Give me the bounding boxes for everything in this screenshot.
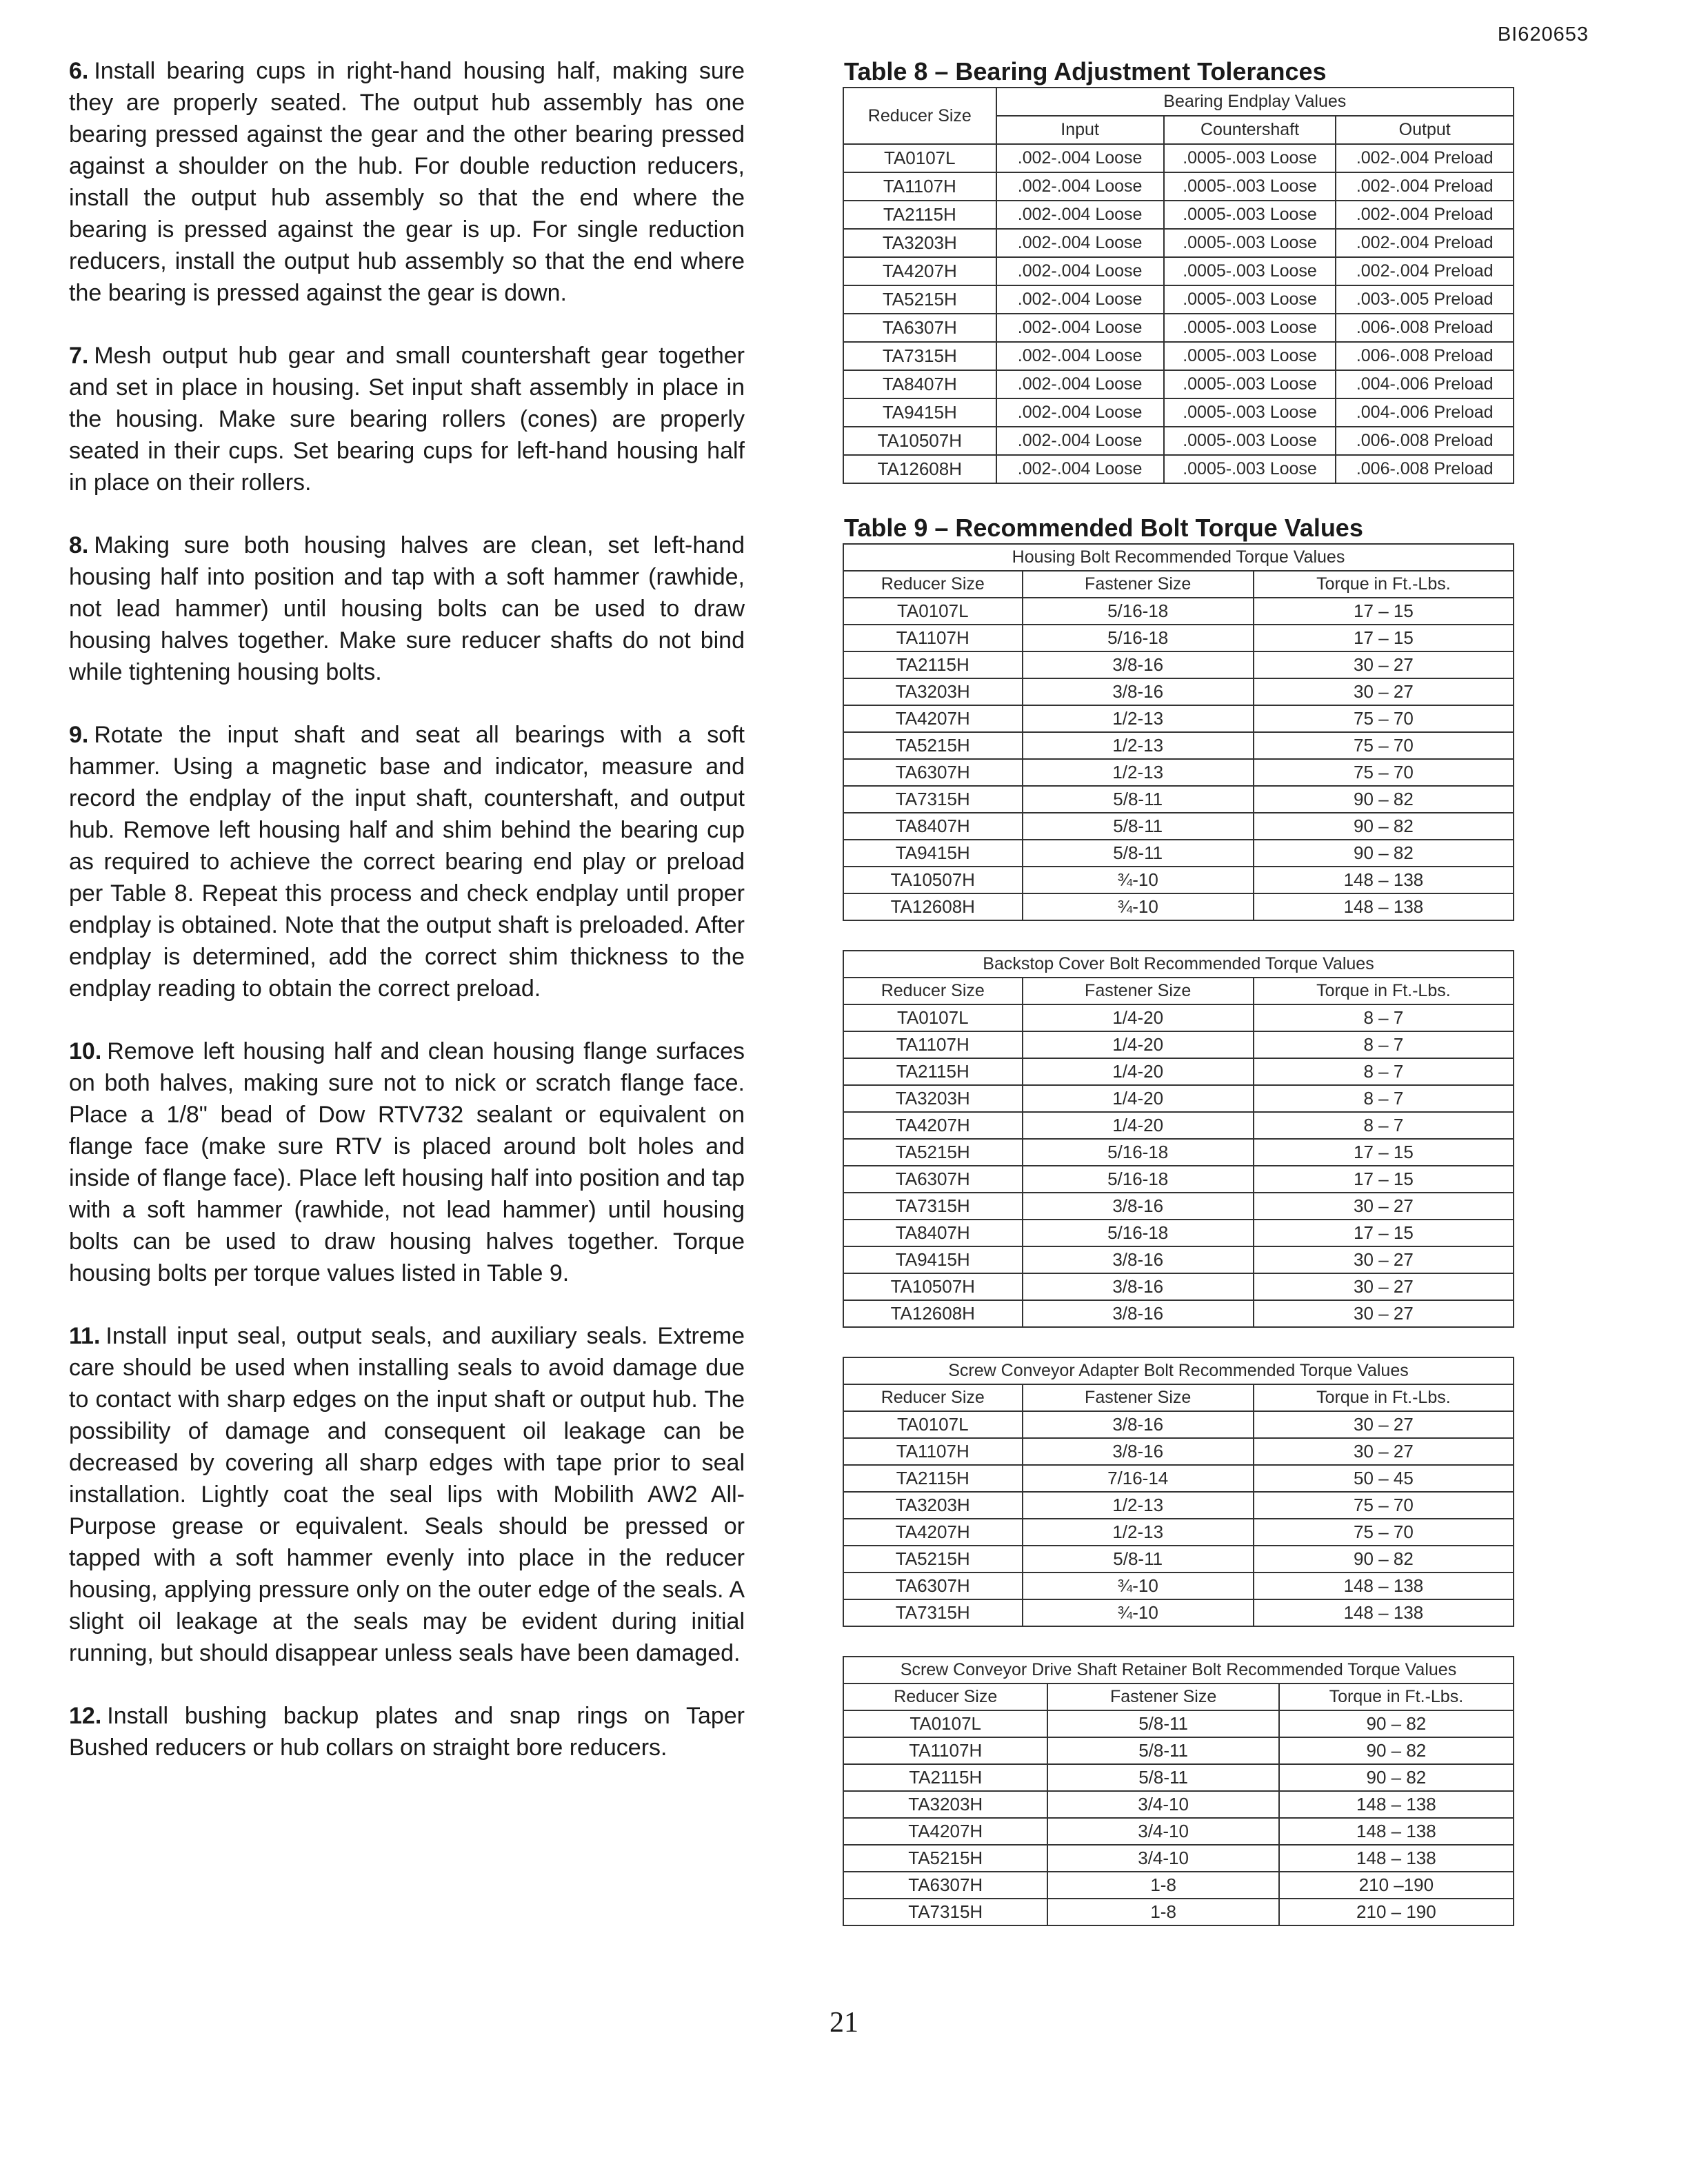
instruction-step [69,340,745,498]
cell-size: TA2115H [843,1465,1023,1492]
cell-size: TA8407H [843,370,996,398]
table-row [843,1193,1514,1220]
step-number: 11. [69,1323,101,1349]
cell-size: TA3203H [843,678,1023,705]
cell-fastener: 5/8-11 [1023,813,1254,840]
adapter-bolt-torque-table [843,1357,1514,1627]
cell-size: TA0107L [843,598,1023,625]
cell-size: TA2115H [843,1058,1023,1085]
page-number: 21 [830,2007,858,2039]
cell-fastener: 1/4-20 [1023,1085,1254,1112]
table-row [843,314,1514,342]
cell-input: .002-.004 Loose [996,427,1164,455]
col-reducer-size: Reducer Size [843,978,1023,1004]
cell-input: .002-.004 Loose [996,201,1164,229]
table-row [843,427,1514,455]
step-number: 9. [69,722,89,748]
cell-fastener: 7/16-14 [1023,1465,1254,1492]
col-fastener-size: Fastener Size [1023,571,1254,598]
cell-output: .004-.006 Preload [1336,398,1514,427]
table-row [843,1004,1514,1031]
cell-torque: 75 – 70 [1254,1492,1514,1519]
cell-output: .002-.004 Preload [1336,201,1514,229]
cell-output: .003-.005 Preload [1336,285,1514,314]
cell-size: TA3203H [843,1085,1023,1112]
cell-size: TA12608H [843,893,1023,920]
table-row [843,1220,1514,1246]
cell-input: .002-.004 Loose [996,455,1164,483]
cell-torque: 8 – 7 [1254,1058,1514,1085]
cell-size: TA0107L [843,1710,1047,1737]
cell-torque: 148 – 138 [1254,893,1514,920]
cell-fastener: 5/8-11 [1047,1710,1278,1737]
instruction-step [69,1700,745,1763]
cell-fastener: 5/8-11 [1047,1737,1278,1764]
cell-size: TA3203H [843,1492,1023,1519]
cell-fastener: 5/8-11 [1023,1546,1254,1573]
cell-size: TA9415H [843,840,1023,867]
col-fastener-size: Fastener Size [1023,978,1254,1004]
cell-torque: 30 – 27 [1254,1246,1514,1273]
cell-size: TA0107L [843,1411,1023,1438]
table-row [843,1710,1514,1737]
cell-torque: 90 – 82 [1279,1710,1514,1737]
cell-torque: 30 – 27 [1254,1193,1514,1220]
table-row [843,1031,1514,1058]
table-row [843,1492,1514,1519]
table-row [843,1438,1514,1465]
cell-countershaft: .0005-.003 Loose [1164,144,1336,172]
table-row [843,1519,1514,1546]
cell-torque: 30 – 27 [1254,1438,1514,1465]
instruction-step [69,55,745,309]
col-countershaft: Countershaft [1164,116,1336,144]
cell-size: TA1107H [843,1438,1023,1465]
cell-size: TA5215H [843,732,1023,759]
cell-torque: 30 – 27 [1254,1411,1514,1438]
cell-fastener: 3/4-10 [1047,1791,1278,1818]
instruction-step [69,719,745,1004]
cell-torque: 50 – 45 [1254,1465,1514,1492]
cell-input: .002-.004 Loose [996,370,1164,398]
table-row [843,867,1514,893]
table-row [843,257,1514,285]
cell-countershaft: .0005-.003 Loose [1164,314,1336,342]
cell-size: TA4207H [843,1519,1023,1546]
cell-size: TA8407H [843,1220,1023,1246]
cell-torque: 30 – 27 [1254,678,1514,705]
instruction-steps [69,55,745,1794]
cell-torque: 8 – 7 [1254,1031,1514,1058]
table-row [843,732,1514,759]
cell-fastener: ¾-10 [1023,1573,1254,1599]
document-id: BI620653 [1497,23,1589,46]
table-row [843,398,1514,427]
step-number: 7. [69,343,89,369]
table-row [843,201,1514,229]
cell-size: TA7315H [843,1899,1047,1925]
cell-torque: 210 – 190 [1279,1899,1514,1925]
cell-output: .006-.008 Preload [1336,427,1514,455]
cell-fastener: 1/2-13 [1023,1519,1254,1546]
cell-size: TA1107H [843,172,996,201]
table-caption: Housing Bolt Recommended Torque Values [843,544,1514,571]
table-row [843,1899,1514,1925]
instruction-step [69,1320,745,1669]
cell-fastener: 1/2-13 [1023,759,1254,786]
cell-torque: 90 – 82 [1254,1546,1514,1573]
step-text: Making sure both housing halves are clean, set left-hand housing half into position and tap with a soft hammer (rawhide, not lead hammer) until housing bolts can be used to draw housing halves together. Make sure reducer shafts do not bind while tightening housing bolts. [69,532,745,685]
table-row [843,786,1514,813]
table-row [843,1818,1514,1845]
cell-fastener: 5/16-18 [1023,1220,1254,1246]
table-row [843,840,1514,867]
cell-torque: 8 – 7 [1254,1085,1514,1112]
cell-fastener: 5/8-11 [1023,786,1254,813]
cell-fastener: 3/8-16 [1023,1246,1254,1273]
cell-torque: 8 – 7 [1254,1004,1514,1031]
table-row [843,229,1514,257]
table-row [843,144,1514,172]
cell-size: TA6307H [843,1166,1023,1193]
table-9-title: Table 9 – Recommended Bolt Torque Values [844,514,1363,542]
cell-fastener: 5/16-18 [1023,598,1254,625]
cell-torque: 30 – 27 [1254,1300,1514,1327]
cell-torque: 148 – 138 [1254,1599,1514,1626]
step-number: 8. [69,532,89,558]
table-row [843,1845,1514,1872]
cell-countershaft: .0005-.003 Loose [1164,257,1336,285]
cell-size: TA1107H [843,625,1023,651]
cell-fastener: 3/8-16 [1023,1273,1254,1300]
table-row [843,759,1514,786]
cell-torque: 75 – 70 [1254,759,1514,786]
cell-size: TA9415H [843,398,996,427]
cell-input: .002-.004 Loose [996,257,1164,285]
table-row [843,1300,1514,1327]
cell-size: TA9415H [843,1246,1023,1273]
cell-size: TA5215H [843,1139,1023,1166]
col-reducer-size: Reducer Size [843,571,1023,598]
cell-fastener: 1/2-13 [1023,1492,1254,1519]
cell-torque: 148 – 138 [1279,1845,1514,1872]
cell-countershaft: .0005-.003 Loose [1164,398,1336,427]
cell-size: TA4207H [843,705,1023,732]
cell-fastener: 3/8-16 [1023,1411,1254,1438]
table-row [843,1737,1514,1764]
cell-output: .004-.006 Preload [1336,370,1514,398]
cell-input: .002-.004 Loose [996,172,1164,201]
cell-torque: 30 – 27 [1254,1273,1514,1300]
housing-bolt-torque-table [843,543,1514,921]
cell-torque: 75 – 70 [1254,1519,1514,1546]
cell-fastener: 3/4-10 [1047,1845,1278,1872]
cell-torque: 148 – 138 [1279,1791,1514,1818]
table-row [843,1139,1514,1166]
table-row [843,1058,1514,1085]
col-reducer-size: Reducer Size [843,1384,1023,1411]
cell-size: TA4207H [843,1112,1023,1139]
cell-torque: 17 – 15 [1254,1166,1514,1193]
cell-fastener: 5/16-18 [1023,1139,1254,1166]
instruction-step [69,529,745,688]
cell-countershaft: .0005-.003 Loose [1164,172,1336,201]
table-row [843,1764,1514,1791]
table-row [843,651,1514,678]
cell-torque: 75 – 70 [1254,732,1514,759]
table-row [843,1465,1514,1492]
cell-fastener: 1/4-20 [1023,1004,1254,1031]
cell-size: TA0107L [843,1004,1023,1031]
cell-input: .002-.004 Loose [996,285,1164,314]
cell-torque: 90 – 82 [1279,1764,1514,1791]
step-number: 12. [69,1703,102,1729]
cell-fastener: 1/4-20 [1023,1112,1254,1139]
cell-size: TA6307H [843,314,996,342]
cell-fastener: 5/8-11 [1023,840,1254,867]
cell-size: TA7315H [843,786,1023,813]
cell-size: TA3203H [843,229,996,257]
table-row [843,1246,1514,1273]
cell-countershaft: .0005-.003 Loose [1164,342,1336,370]
cell-size: TA7315H [843,1599,1023,1626]
cell-countershaft: .0005-.003 Loose [1164,285,1336,314]
step-text: Rotate the input shaft and seat all bearings with a soft hammer. Using a magnetic base and indicator, measure and record the endplay of the input shaft, countershaft, and output hub. Remove left housing half and shim behind the bearing cup as required to achieve the correct bearing end play or preload per Table 8. Repeat this process and check endplay until proper endplay is obtained. Note that the output shaft is preloaded. After endplay is determined, add the correct shim thickness to the endplay reading to obtain the correct preload. [69,722,745,1002]
cell-size: TA10507H [843,427,996,455]
cell-size: TA1107H [843,1737,1047,1764]
cell-input: .002-.004 Loose [996,144,1164,172]
cell-torque: 148 – 138 [1254,1573,1514,1599]
cell-size: TA0107L [843,144,996,172]
table-row [843,1166,1514,1193]
cell-size: TA7315H [843,1193,1023,1220]
table-row [843,285,1514,314]
cell-fastener: 1/2-13 [1023,732,1254,759]
cell-countershaft: .0005-.003 Loose [1164,455,1336,483]
cell-size: TA5215H [843,1845,1047,1872]
cell-size: TA2115H [843,201,996,229]
cell-fastener: 1/4-20 [1023,1031,1254,1058]
table-caption: Screw Conveyor Drive Shaft Retainer Bolt Recommended Torque Values [843,1657,1514,1684]
step-text: Install bearing cups in right-hand housing half, making sure they are properly seated. The output hub assembly has one bearing pressed against the gear and the other bearing pressed against a shoulder on the hub. For double reduction reducers, install the output hub assembly so that the end where the bearing is pressed against the gear is up. For single reduction reducers, install the output hub assembly so that the end where the bearing is pressed against the gear is down. [69,58,745,306]
cell-output: .006-.008 Preload [1336,342,1514,370]
instruction-step [69,1035,745,1289]
table-row [843,1546,1514,1573]
step-number: 10. [69,1038,102,1064]
group-bearing-endplay: Bearing Endplay Values [996,88,1514,116]
cell-torque: 90 – 82 [1254,786,1514,813]
cell-countershaft: .0005-.003 Loose [1164,229,1336,257]
cell-size: TA5215H [843,1546,1023,1573]
step-text: Install bushing backup plates and snap rings on Taper Bushed reducers or hub collars on straight bore reducers. [69,1703,745,1761]
col-fastener-size: Fastener Size [1023,1384,1254,1411]
table-row [843,172,1514,201]
table-row [843,678,1514,705]
cell-size: TA1107H [843,1031,1023,1058]
cell-fastener: 1-8 [1047,1899,1278,1925]
table-row [843,455,1514,483]
table-8-title: Table 8 – Bearing Adjustment Tolerances [844,57,1327,85]
cell-input: .002-.004 Loose [996,314,1164,342]
cell-countershaft: .0005-.003 Loose [1164,201,1336,229]
table-row [843,1599,1514,1626]
table-caption: Backstop Cover Bolt Recommended Torque Values [843,951,1514,978]
cell-output: .002-.004 Preload [1336,144,1514,172]
cell-fastener: 5/16-18 [1023,1166,1254,1193]
cell-size: TA10507H [843,867,1023,893]
table-row [843,1872,1514,1899]
col-torque: Torque in Ft.-Lbs. [1279,1684,1514,1710]
cell-size: TA10507H [843,1273,1023,1300]
cell-size: TA4207H [843,257,996,285]
cell-output: .006-.008 Preload [1336,455,1514,483]
bearing-adjustment-table [843,87,1514,484]
cell-torque: 90 – 82 [1279,1737,1514,1764]
cell-size: TA2115H [843,651,1023,678]
cell-input: .002-.004 Loose [996,229,1164,257]
cell-torque: 17 – 15 [1254,625,1514,651]
table-row [843,1573,1514,1599]
cell-fastener: 3/8-16 [1023,1438,1254,1465]
cell-fastener: 3/8-16 [1023,651,1254,678]
cell-size: TA6307H [843,1872,1047,1899]
table-row [843,1411,1514,1438]
cell-fastener: 5/16-18 [1023,625,1254,651]
cell-fastener: 3/8-16 [1023,678,1254,705]
col-reducer-size: Reducer Size [843,88,996,144]
cell-fastener: 1/4-20 [1023,1058,1254,1085]
cell-torque: 30 – 27 [1254,651,1514,678]
cell-torque: 148 – 138 [1279,1818,1514,1845]
cell-size: TA12608H [843,1300,1023,1327]
cell-fastener: 1/2-13 [1023,705,1254,732]
cell-torque: 210 –190 [1279,1872,1514,1899]
step-text: Mesh output hub gear and small countershaft gear together and set in place in housing. Set input shaft assembly in place in the housing. Make sure bearing rollers (cones) are properly seated in their cups. Set bearing cups for left-hand housing half in place on their rollers. [69,343,745,496]
cell-size: TA4207H [843,1818,1047,1845]
col-torque: Torque in Ft.-Lbs. [1254,571,1514,598]
cell-size: TA5215H [843,285,996,314]
cell-torque: 8 – 7 [1254,1112,1514,1139]
table-row [843,625,1514,651]
step-number: 6. [69,58,89,84]
cell-input: .002-.004 Loose [996,342,1164,370]
table-row [843,813,1514,840]
cell-torque: 90 – 82 [1254,840,1514,867]
cell-size: TA3203H [843,1791,1047,1818]
cell-torque: 17 – 15 [1254,1220,1514,1246]
cell-input: .002-.004 Loose [996,398,1164,427]
backstop-bolt-torque-table [843,950,1514,1328]
retainer-bolt-torque-table [843,1656,1514,1926]
cell-torque: 75 – 70 [1254,705,1514,732]
cell-size: TA12608H [843,455,996,483]
cell-size: TA6307H [843,1573,1023,1599]
cell-output: .006-.008 Preload [1336,314,1514,342]
cell-fastener: 5/8-11 [1047,1764,1278,1791]
cell-output: .002-.004 Preload [1336,229,1514,257]
table-row [843,1112,1514,1139]
cell-torque: 17 – 15 [1254,1139,1514,1166]
cell-fastener: 3/8-16 [1023,1300,1254,1327]
cell-fastener: ¾-10 [1023,893,1254,920]
cell-fastener: 3/4-10 [1047,1818,1278,1845]
cell-size: TA6307H [843,759,1023,786]
col-input: Input [996,116,1164,144]
table-row [843,1791,1514,1818]
table-row [843,1273,1514,1300]
table-row [843,893,1514,920]
table-row [843,1085,1514,1112]
step-text: Remove left housing half and clean housing flange surfaces on both halves, making sure not to nick or scratch flange face. Place a 1/8" bead of Dow RTV732 sealant or equivalent on flange face (make sure RTV is placed around bolt holes and inside of flange face). Place left housing half into position and tap with a soft hammer (rawhide, not lead hammer) until housing bolts can be used to draw housing halves together. Torque housing bolts per torque values listed in Table 9. [69,1038,745,1286]
table-row [843,598,1514,625]
cell-torque: 90 – 82 [1254,813,1514,840]
cell-countershaft: .0005-.003 Loose [1164,370,1336,398]
cell-torque: 17 – 15 [1254,598,1514,625]
tables-column [843,57,1514,1926]
col-fastener-size: Fastener Size [1047,1684,1278,1710]
cell-size: TA2115H [843,1764,1047,1791]
table-row [843,342,1514,370]
cell-fastener: 1-8 [1047,1872,1278,1899]
cell-output: .002-.004 Preload [1336,172,1514,201]
table-row [843,370,1514,398]
col-torque: Torque in Ft.-Lbs. [1254,978,1514,1004]
col-torque: Torque in Ft.-Lbs. [1254,1384,1514,1411]
step-text: Install input seal, output seals, and auxiliary seals. Extreme care should be used when installing seals to avoid damage due to contact with sharp edges on the input shaft or output hub. The possibility of damage and consequent oil leakage can be decreased by covering all sharp edges with tape prior to seal installation. Lightly coat the seal lips with Mobilith AW2 All-Purpose grease or equivalent. Seals should be pressed or tapped with a soft hammer evenly into place in the reducer housing, applying pressure only on the outer edge of the seals. A slight oil leakage at the seals may be evident during initial running, but should disappear unless seals have been damaged. [69,1323,745,1666]
cell-fastener: 3/8-16 [1023,1193,1254,1220]
cell-fastener: ¾-10 [1023,1599,1254,1626]
cell-size: TA7315H [843,342,996,370]
table-row [843,705,1514,732]
cell-fastener: ¾-10 [1023,867,1254,893]
col-output: Output [1336,116,1514,144]
cell-countershaft: .0005-.003 Loose [1164,427,1336,455]
table-caption: Screw Conveyor Adapter Bolt Recommended Torque Values [843,1357,1514,1384]
cell-torque: 148 – 138 [1254,867,1514,893]
cell-size: TA8407H [843,813,1023,840]
cell-output: .002-.004 Preload [1336,257,1514,285]
col-reducer-size: Reducer Size [843,1684,1047,1710]
